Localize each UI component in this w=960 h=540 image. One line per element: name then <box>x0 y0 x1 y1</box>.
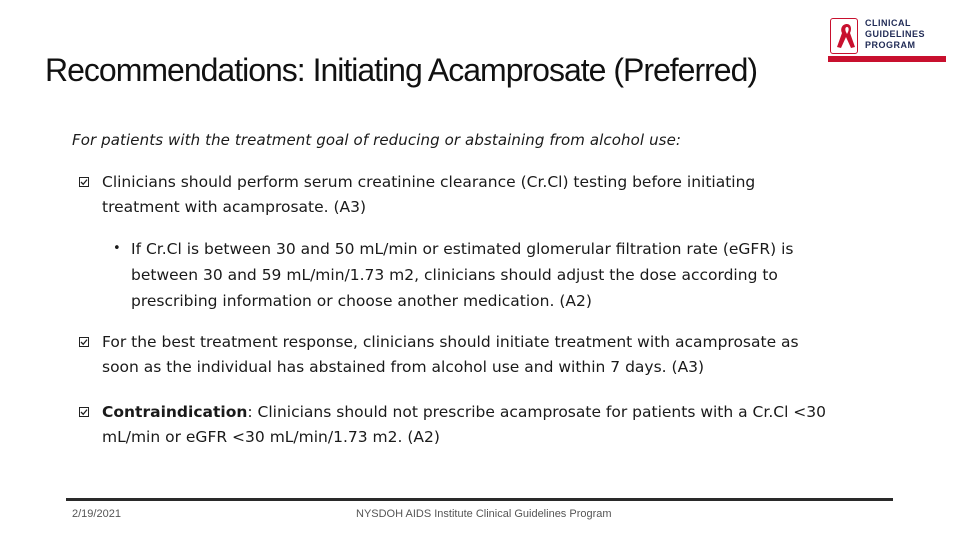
logo-line-2: GUIDELINES <box>865 29 926 39</box>
recommendation-text <box>102 400 832 450</box>
slide-subtitle: For patients with the treatment goal of reducing or abstaining from alcohol use: <box>72 131 682 149</box>
clinical-guidelines-logo <box>828 18 946 64</box>
logo-line-1: CLINICAL <box>865 18 911 28</box>
red-ribbon-icon <box>834 21 860 53</box>
footer-organization: NYSDOH AIDS Institute Clinical Guidelines Program <box>356 508 612 520</box>
logo-wordmark <box>865 18 925 51</box>
slide-title: Recommendations: Initiating Acamprosate (Preferred) <box>45 52 758 88</box>
logo-strip <box>828 56 946 62</box>
footer-date: 2/19/2021 <box>72 508 121 520</box>
checked-box-icon <box>79 177 89 187</box>
contraindication-text: : Clinicians should not prescribe acamprosate for patients with a Cr.Cl <30 mL/min or eGFR <30 mL/min/1.73 m2. (A2) <box>102 403 827 446</box>
checked-box-icon <box>79 337 89 347</box>
recommendation-text: Clinicians should perform serum creatinine clearance (Cr.Cl) testing before initiating treatment with acamprosate. (A3) <box>102 173 756 216</box>
sub-recommendation-text: If Cr.Cl is between 30 and 50 mL/min or estimated glomerular filtration rate (eGFR) is between 30 and 59 mL/min/1.73 m2, clinicians should adjust the dose according to prescribing information or choose another medication. (A2) <box>131 240 794 310</box>
bullet-dot-icon: • <box>113 241 121 256</box>
checked-box-icon <box>79 407 89 417</box>
logo-line-3: PROGRAM <box>865 40 916 50</box>
contraindication-label: Contraindication <box>102 403 248 421</box>
recommendation-text: For the best treatment response, clinicians should initiate treatment with acamprosate as soon as the individual has abstained from alcohol use and within 7 days. (A3) <box>102 333 799 376</box>
footer-divider <box>66 498 893 501</box>
